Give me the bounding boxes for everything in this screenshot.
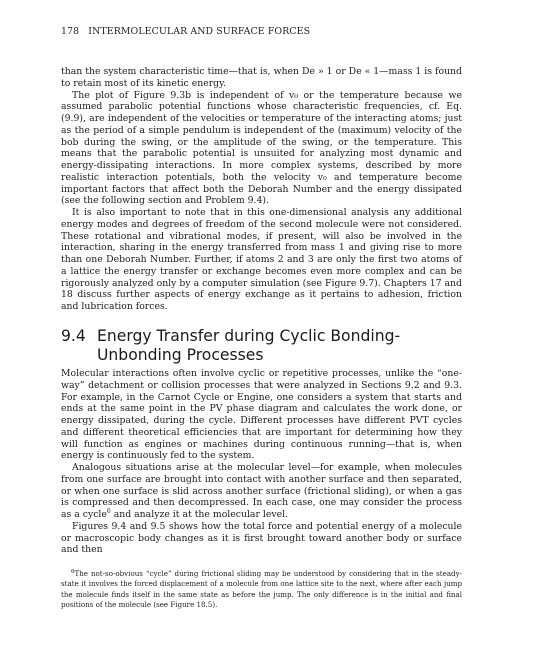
footnote-mark: 6	[71, 569, 75, 575]
paragraph: Molecular interactions often involve cyclic or repetitive processes, unlike the “one-way” detachment or collision processes that were analyzed in Sections 9.2 and 9.3. For example, in the Carnot Cycle or Engine, one considers a system that starts and ends at the same point in the PV phase diagram and calculates the work done, or energy dissipated, during the cycle. Different processes have different PVT cycles and different theoretical efficiencies that are important for determining how they will function as engines or machines during continuous running—that is, when energy is continuously fed to the system.	[61, 368, 462, 462]
section-title: Energy Transfer during Cyclic Bonding-Unbonding Processes	[97, 327, 401, 364]
section-number: 9.4	[61, 327, 86, 345]
page-number: 178	[61, 26, 80, 37]
paragraph-text: and analyze it at the molecular level.	[110, 509, 289, 520]
paragraph	[61, 462, 462, 521]
text-block-section	[61, 368, 462, 556]
paragraph: Figures 9.4 and 9.5 shows how the total force and potential energy of a molecule or macroscopic body changes as it is first brought toward another body or surface and then	[61, 520, 462, 556]
footnote-reference[interactable]: 6	[106, 508, 111, 515]
running-title: INTERMOLECULAR AND SURFACE FORCES	[88, 26, 311, 37]
paragraph: It is also important to note that in this one-dimensional analysis any additional energy modes and degrees of freedom of the second molecule were not considered. These rotational and vibrational modes, if present, will also be involved in the interaction, sharing in the energy transferred from mass 1 and giving rise to more than one Deborah Number. Further, if atoms 2 and 3 are only the first two atoms of a lattice the energy transfer or exchange becomes even more complex and can be rigorously analyzed only by a computer simulation (see Figure 9.7). Chapters 17 and 18 discuss further aspects of energy exchange as it pertains to adhesion, friction and lubrication forces.	[61, 207, 462, 312]
running-header	[61, 26, 310, 37]
paragraph-text: Analogous situations arise at the molecular level—for example, when molecules from one surface are brought into contact with another surface and then separated, or when one surface is slid across another surface (frictional sliding), or when a gas is compressed and then decompressed. In each case, one may consider the process as a cycle	[61, 462, 462, 520]
section-heading	[61, 327, 461, 364]
footnote	[61, 569, 462, 610]
text-block-top	[61, 66, 462, 313]
footnote-text: The not-so-obvious “cycle” during frictional sliding may be understood by considering that in the steady-state it involves the forced displacement of a molecule from one lattice site to the next, where after each jump the molecule finds itself in the same state as before the jump. The only difference is in the initial and final positions of the molecule (see Figure 18.5).	[61, 569, 462, 609]
paragraph: The plot of Figure 9.3b is independent of v₀ or the temperature because we assumed parabolic potential functions whose characteristic frequencies, cf. Eq. (9.9), are independent of the velocities or temperature of the interacting atoms; just as the period of a simple pendulum is independent of the (maximum) velocity of the bob during the swing, or the amplitude of the swing, or the temperature. This means that the parabolic potential is unsuited for analyzing most dynamic and energy-dissipating interactions. In more complex systems, described by more realistic interaction potentials, both the velocity v₀ and temperature become important factors that affect both the Deborah Number and the energy dissipated (see the following section and Problem 9.4).	[61, 89, 462, 207]
paragraph: than the system characteristic time—that is, when De » 1 or De « 1—mass 1 is found to retain most of its kinetic energy.	[61, 66, 462, 89]
